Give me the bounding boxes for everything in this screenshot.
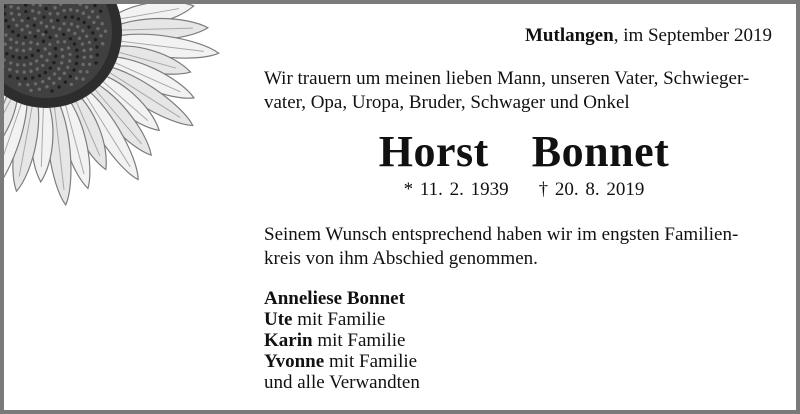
family-signature — [264, 288, 420, 393]
family-member: Karin mit Familie — [264, 330, 406, 351]
intro-text — [264, 67, 784, 115]
intro-line-2: vater, Opa, Uropa, Bruder, Schwager und Onkel — [264, 92, 630, 113]
birth-date: * 11. 2. 1939 — [403, 179, 509, 200]
intro-line-1: Wir trauern um meinen lieben Mann, unseren Vater, Schwieger- — [264, 68, 750, 89]
place: Mutlangen — [525, 25, 614, 46]
family-member: Yvonne mit Familie — [264, 351, 418, 372]
death-date: † 20. 8. 2019 — [538, 179, 645, 200]
family-member: und alle Verwandten — [264, 372, 420, 393]
family-member: Ute mit Familie — [264, 309, 386, 330]
family-member: Anneliese Bonnet — [264, 288, 405, 309]
farewell-message — [264, 223, 784, 271]
life-dates — [264, 179, 784, 201]
date: , im September 2019 — [613, 25, 772, 46]
sunflower-icon — [4, 4, 244, 214]
place-date — [525, 25, 772, 47]
message-line-2: kreis von ihm Abschied genommen. — [264, 248, 538, 269]
message-line-1: Seinem Wunsch entsprechend haben wir im engsten Familien- — [264, 224, 739, 245]
deceased-name: Horst Bonnet — [378, 127, 670, 176]
